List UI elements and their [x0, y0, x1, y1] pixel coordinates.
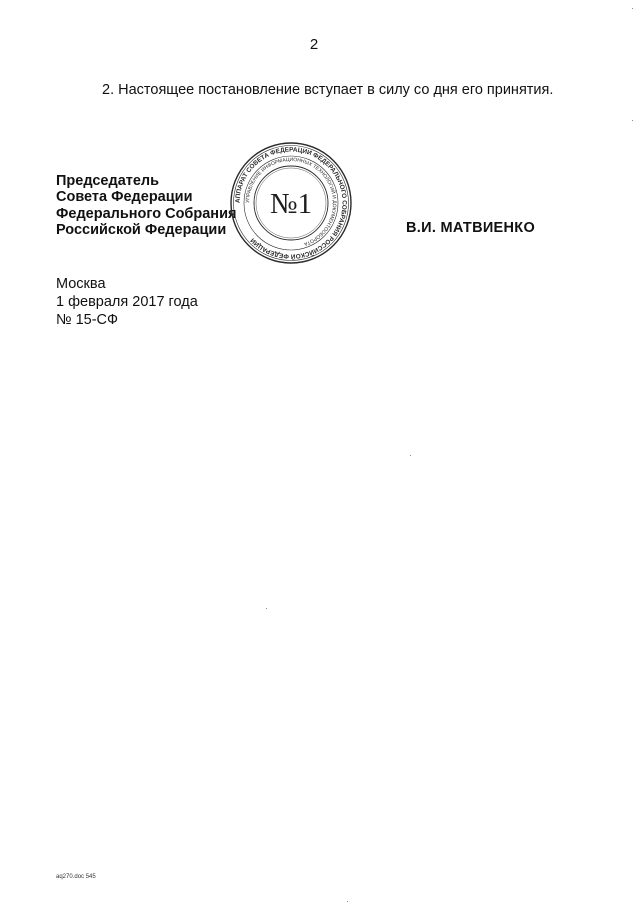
- city: Москва: [56, 276, 106, 292]
- scan-speck: [632, 120, 633, 121]
- document-date: 1 февраля 2017 года: [56, 294, 198, 310]
- official-seal: [229, 141, 353, 265]
- page-number: 2: [309, 36, 319, 53]
- seal-outer-text: АППАРАТ СОВЕТА ФЕДЕРАЦИИ ФЕДЕРАЛЬНОГО СОБРАНИЯ РОССИЙСКОЙ ФЕДЕРАЦИИ: [234, 146, 348, 260]
- seal-number: №1: [269, 188, 313, 220]
- footer-file-reference: aq270.doc 545: [56, 874, 96, 880]
- scan-speck: [410, 455, 411, 456]
- signatory-title-line: Председатель: [56, 173, 160, 189]
- signatory-block: [56, 173, 236, 238]
- scan-speck: [347, 901, 348, 902]
- seal-inner-text: УПРАВЛЕНИЕ ИНФОРМАЦИОННЫХ ТЕХНОЛОГИЙ И ДОКУМЕНТООБОРОТА: [244, 156, 338, 247]
- place-date-block: [56, 275, 198, 329]
- scan-speck: [266, 608, 267, 609]
- resolution-paragraph: 2. Настоящее постановление вступает в силу со дня его принятия.: [102, 82, 554, 98]
- signer-name: В.И. МАТВИЕНКО: [406, 220, 536, 236]
- signatory-title-line: Российской Федерации: [56, 221, 227, 238]
- signatory-title-line: Федерального Собрания: [56, 205, 237, 222]
- scan-speck: [632, 8, 633, 9]
- document-number: № 15-СФ: [56, 312, 119, 328]
- signatory-title-line: Совета Федерации: [56, 189, 193, 206]
